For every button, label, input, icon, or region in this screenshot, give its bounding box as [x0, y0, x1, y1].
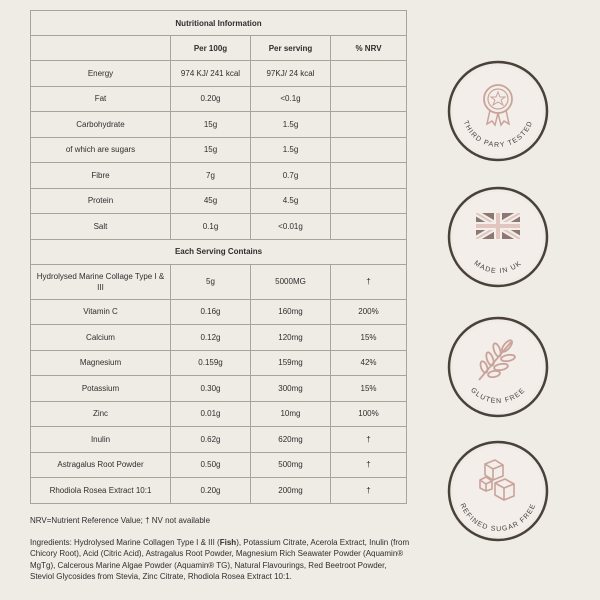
cell-nrv: [331, 163, 407, 189]
cell-label: of which are sugars: [31, 137, 171, 163]
cell-serving: <0.01g: [251, 214, 331, 240]
table-header-row: [31, 36, 407, 61]
cell-per100: 5g: [171, 264, 251, 299]
cell-label: Protein: [31, 188, 171, 214]
cell-nrv: 15%: [331, 325, 407, 351]
cell-label: Carbohydrate: [31, 112, 171, 138]
cell-serving: 500mg: [251, 452, 331, 478]
cell-per100: 15g: [171, 112, 251, 138]
cell-serving: 120mg: [251, 325, 331, 351]
cell-per100: 45g: [171, 188, 251, 214]
table-row: [31, 452, 407, 478]
badge-made-in-uk: [447, 186, 549, 288]
cell-serving: 0.7g: [251, 163, 331, 189]
cell-nrv: †: [331, 478, 407, 504]
cell-nrv: [331, 61, 407, 87]
cell-label: Zinc: [31, 401, 171, 427]
cell-per100: 0.159g: [171, 350, 251, 376]
cell-per100: 7g: [171, 163, 251, 189]
ingredients-text: [30, 537, 410, 583]
header-label: [31, 36, 171, 61]
cell-per100: 15g: [171, 137, 251, 163]
cell-serving: <0.1g: [251, 86, 331, 112]
badge-refined-sugar-free: [447, 440, 549, 542]
cell-label: Inulin: [31, 427, 171, 453]
table-row: [31, 112, 407, 138]
cell-nrv: [331, 188, 407, 214]
cell-nrv: †: [331, 264, 407, 299]
cell-per100: 0.1g: [171, 214, 251, 240]
badge-label: THIRD PARY TESTED: [461, 119, 535, 150]
cell-serving: 159mg: [251, 350, 331, 376]
cell-per100: 0.62g: [171, 427, 251, 453]
cell-per100: 0.20g: [171, 478, 251, 504]
cell-nrv: [331, 86, 407, 112]
cell-per100: 0.16g: [171, 299, 251, 325]
table-row: [31, 214, 407, 240]
cell-serving: 620mg: [251, 427, 331, 453]
badge-third-party-tested: [447, 60, 549, 162]
cell-serving: 1.5g: [251, 112, 331, 138]
ingredients-rest: ), Potassium Citrate, Acerola Extract, Inulin (from Chicory Root), Acid (Citric Acid), Astragalus Root Powder, Magnesium Rich Seawater Powder (Aquamin® MgTg), Calcerous Marine Algae Powder (Aquamin® TG), Natural Flavourings, Red Beetroot Powder, Steviol Glycosides from Stevia, Zinc Citrate, Rhodiola Rosea Extract 10:1.: [30, 537, 410, 581]
cell-label: Astragalus Root Powder: [31, 452, 171, 478]
table-row: [31, 137, 407, 163]
allergen-fish: Fish: [219, 537, 237, 547]
table-row: [31, 350, 407, 376]
cell-label: Energy: [31, 61, 171, 87]
union-jack-flag-icon: [476, 213, 520, 239]
cell-serving: 1.5g: [251, 137, 331, 163]
cell-serving: 200mg: [251, 478, 331, 504]
cell-serving: 300mg: [251, 376, 331, 402]
cell-nrv: [331, 112, 407, 138]
section-title: Each Serving Contains: [31, 239, 407, 264]
cell-nrv: 200%: [331, 299, 407, 325]
header-nrv: % NRV: [331, 36, 407, 61]
cell-serving: 4.5g: [251, 188, 331, 214]
table-row: [31, 376, 407, 402]
badge-label: GLUTEN FREE: [469, 386, 527, 406]
cell-nrv: †: [331, 427, 407, 453]
header-per-100g: Per 100g: [171, 36, 251, 61]
badge-gluten-free: [447, 316, 549, 418]
badge-label: MADE IN UK: [472, 259, 524, 276]
table-row: [31, 299, 407, 325]
cell-label: Fibre: [31, 163, 171, 189]
ingredients-prefix: Ingredients: Hydrolysed Marine Collagen Type I & III (: [30, 537, 220, 547]
table-row: [31, 264, 407, 299]
cell-serving: 160mg: [251, 299, 331, 325]
cell-label: Calcium: [31, 325, 171, 351]
table-row: [31, 478, 407, 504]
nutrition-table-container: [30, 10, 406, 504]
cell-label: Salt: [31, 214, 171, 240]
cell-nrv: 15%: [331, 376, 407, 402]
table-row: [31, 325, 407, 351]
cell-per100: 0.30g: [171, 376, 251, 402]
badge-label: REFINED SUGAR FREE: [458, 502, 538, 534]
cell-nrv: [331, 214, 407, 240]
header-per-serving: Per serving: [251, 36, 331, 61]
table-title: Nutritional Information: [31, 11, 407, 36]
table-row: [31, 61, 407, 87]
cell-serving: 97KJ/ 24 kcal: [251, 61, 331, 87]
cell-nrv: 42%: [331, 350, 407, 376]
cell-serving: 10mg: [251, 401, 331, 427]
cell-label: Vitamin C: [31, 299, 171, 325]
cell-per100: 0.50g: [171, 452, 251, 478]
table-row: [31, 188, 407, 214]
cell-nrv: 100%: [331, 401, 407, 427]
cell-per100: 0.01g: [171, 401, 251, 427]
cell-label: Potassium: [31, 376, 171, 402]
cell-nrv: [331, 137, 407, 163]
cell-per100: 0.12g: [171, 325, 251, 351]
table-row: [31, 401, 407, 427]
cell-serving: 5000MG: [251, 264, 331, 299]
cell-label: Hydrolysed Marine Collage Type I & III: [31, 264, 171, 299]
cell-per100: 974 KJ/ 241 kcal: [171, 61, 251, 87]
cell-label: Magnesium: [31, 350, 171, 376]
table-row: [31, 427, 407, 453]
cell-nrv: †: [331, 452, 407, 478]
cell-label: Fat: [31, 86, 171, 112]
nrv-footnote: NRV=Nutrient Reference Value; † NV not available: [30, 516, 211, 525]
table-row: [31, 86, 407, 112]
nutrition-table: [30, 10, 407, 504]
cell-label: Rhodiola Rosea Extract 10:1: [31, 478, 171, 504]
cell-per100: 0.20g: [171, 86, 251, 112]
table-row: [31, 163, 407, 189]
notes-section: [30, 515, 410, 593]
